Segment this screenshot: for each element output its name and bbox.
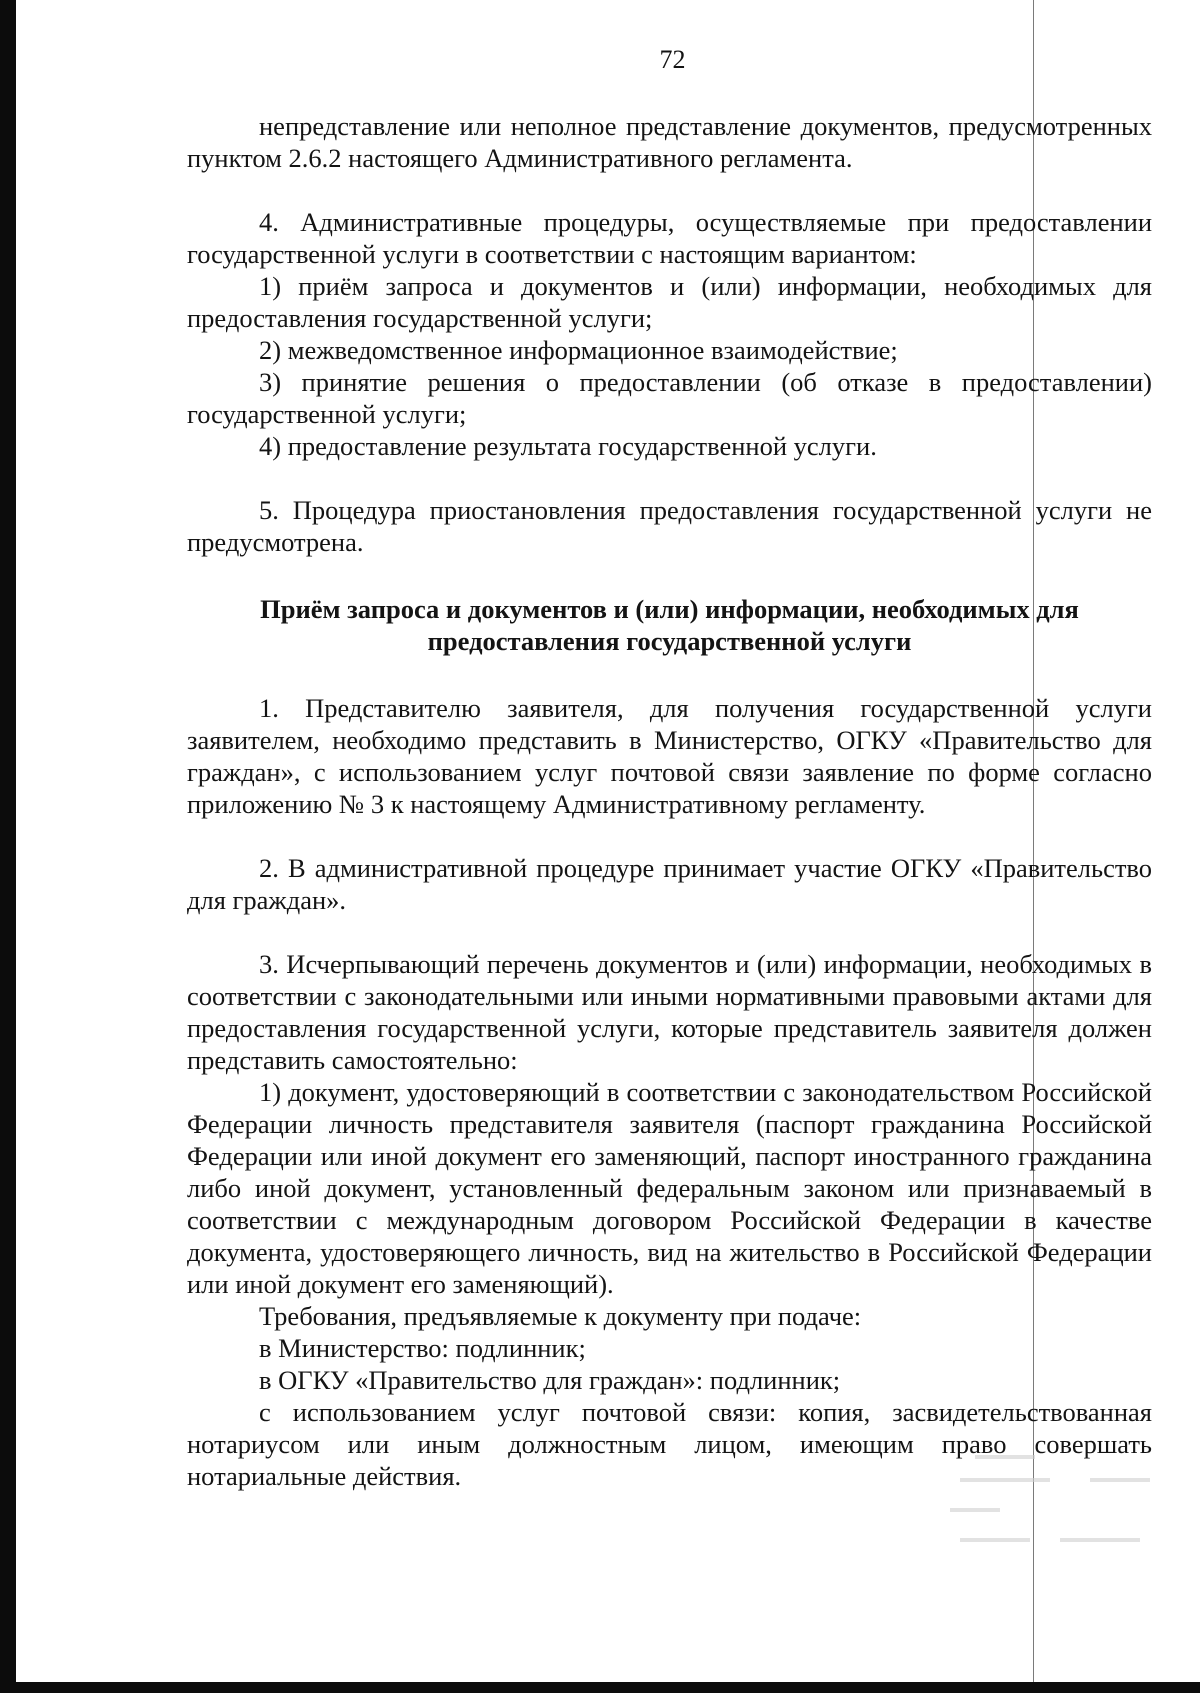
paragraph: с использованием услуг почтовой связи: копия, засвидетельствованная нотариусом или иным должностным лицом, имеющим право совершать нотариальные действия.: [187, 1397, 1152, 1491]
paragraph: Требования, предъявляемые к документу при подаче:: [259, 1301, 862, 1331]
paragraph: 2. В административной процедуре принимает участие ОГКУ «Правительство для граждан».: [187, 853, 1152, 915]
section-heading: Приём запроса и документов и (или) информации, необходимых для предоставления государственной услуги: [260, 594, 1079, 656]
list-item: 1) приём запроса и документов и (или) информации, необходимых для предоставления государственной услуги;: [187, 271, 1152, 333]
paragraph: непредставление или неполное представление документов, предусмотренных пунктом 2.6.2 настоящего Административного регламента.: [187, 111, 1152, 173]
scan-noise: [950, 1508, 1000, 1512]
page-number: 72: [659, 45, 686, 74]
paragraph: 1. Представителю заявителя, для получения государственной услуги заявителем, необходимо представить в Министерство, ОГКУ «Правительство для граждан», с использованием услуг почтовой связи заявление по форме согласно приложению № 3 к настоящему Административному регламенту.: [187, 693, 1152, 819]
document-body: [187, 110, 1152, 1492]
scan-noise: [1060, 1538, 1140, 1542]
scan-left-edge: [0, 0, 16, 1693]
paragraph: в ОГКУ «Правительство для граждан»: подлинник;: [259, 1365, 841, 1395]
scan-bottom-edge: [0, 1682, 1200, 1693]
list-item: 2) межведомственное информационное взаимодействие;: [259, 335, 898, 365]
paragraph: 5. Процедура приостановления предоставления государственной услуги не предусмотрена.: [187, 495, 1152, 557]
list-item: 4) предоставление результата государственной услуги.: [259, 431, 877, 461]
paragraph: 4. Административные процедуры, осуществляемые при предоставлении государственной услуги в соответствии с настоящим вариантом:: [187, 207, 1152, 269]
paragraph: в Министерство: подлинник;: [259, 1333, 586, 1363]
list-item: 3) принятие решения о предоставлении (об отказе в предоставлении) государственной услуги;: [187, 367, 1152, 429]
paragraph: 3. Исчерпывающий перечень документов и (или) информации, необходимых в соответствии с законодательными или иными нормативными правовыми актами для предоставления государственной услуги, которые представитель заявителя должен представить самостоятельно:: [187, 949, 1152, 1075]
scan-noise: [960, 1538, 1030, 1542]
list-item: 1) документ, удостоверяющий в соответствии с законодательством Российской Федерации личность представителя заявителя (паспорт гражданина Российской Федерации или иной документ его заменяющий, паспорт иностранного гражданина либо иной документ, установленный федеральным законом или признаваемый в соответствии с международным договором Российской Федерации в качестве документа, удостоверяющего личность, вид на жительство в Российской Федерации или иной документ его заменяющий).: [187, 1077, 1152, 1299]
